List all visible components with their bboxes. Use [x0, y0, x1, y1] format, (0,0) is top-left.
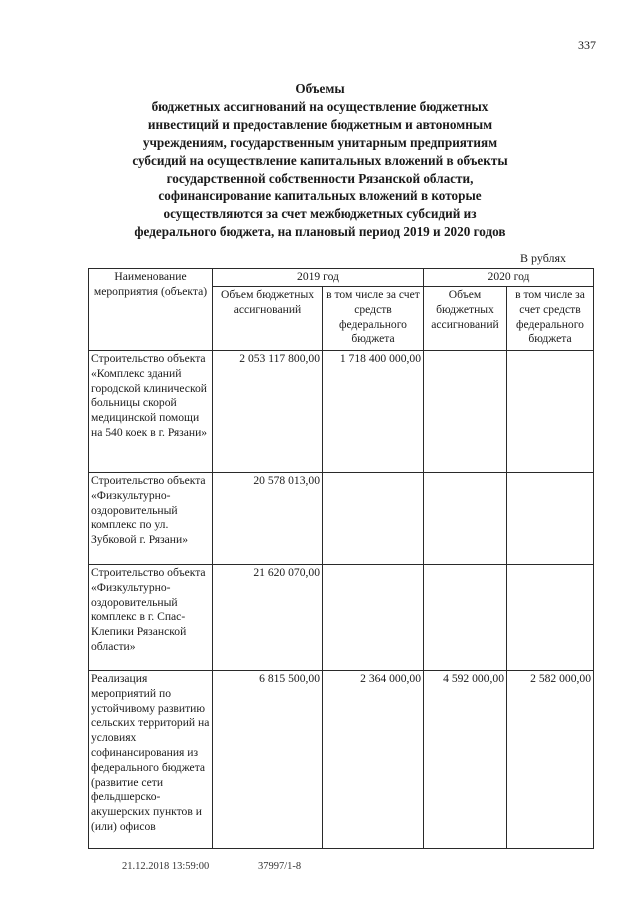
title-line: Объемы [295, 81, 345, 96]
row-2019-federal-cell [323, 473, 424, 565]
row-2019-federal-cell: 1 718 400 000,00 [323, 351, 424, 473]
title-line: инвестиций и предоставление бюджетным и автономным [147, 116, 493, 132]
row-2019-federal-cell: 2 364 000,00 [323, 671, 424, 849]
title-line: государственной собственности Рязанской области, [166, 170, 474, 186]
title-line: федерального бюджета, на плановый период 2019 и 2020 годов [134, 224, 506, 240]
row-name-cell: Реализация мероприятий по устойчивому развитию сельских территорий на условиях софинансирования из федерального бюджета (развитие сети фельдшерско-акушерских пунктов и (или) офисов [89, 671, 213, 849]
row-2020-federal-cell [507, 473, 594, 565]
row-2020-total-cell [424, 351, 507, 473]
document-title [90, 80, 550, 241]
col-2019-total-header: Объем бюджетных ассигнований [213, 287, 323, 351]
col-2020-federal-header: в том числе за счет средств федерального бюджета [507, 287, 594, 351]
row-2020-federal-cell [507, 565, 594, 671]
row-name-cell: Строительство объекта «Физкультурно-оздоровительный комплекс в г. Спас-Клепики Рязанской области» [89, 565, 213, 671]
title-line: учреждениям, государственным унитарным предприятиям [142, 134, 498, 150]
col-2020-total-header: Объем бюджетных ассигнований [424, 287, 507, 351]
row-2020-total-cell: 4 592 000,00 [424, 671, 507, 849]
row-2020-total-cell [424, 473, 507, 565]
row-2019-total-cell: 20 578 013,00 [213, 473, 323, 565]
row-2020-federal-cell [507, 351, 594, 473]
row-2020-federal-cell: 2 582 000,00 [507, 671, 594, 849]
title-line: софинансирование капитальных вложений в которые [158, 188, 482, 204]
table-row [89, 671, 594, 849]
row-2019-total-cell: 21 620 070,00 [213, 565, 323, 671]
row-name-cell: Строительство объекта «Комплекс зданий городской клинической больницы скорой медицинской помощи на 540 коек в г. Рязани» [89, 351, 213, 473]
row-2019-total-cell: 2 053 117 800,00 [213, 351, 323, 473]
unit-label: В рублях [520, 251, 567, 265]
row-2019-federal-cell [323, 565, 424, 671]
page-number: 337 [578, 38, 596, 52]
title-line: бюджетных ассигнований на осуществление бюджетных [151, 98, 489, 114]
footer-code: 37997/1-8 [258, 861, 302, 872]
name-column-header: Наименование мероприятия (объекта) [89, 269, 213, 351]
col-2019-federal-header: в том числе за счет средств федерального бюджета [323, 287, 424, 351]
year-2020-header: 2020 год [424, 269, 594, 287]
title-line: осуществляются за счет межбюджетных субсидий из [163, 206, 477, 222]
year-2019-header: 2019 год [213, 269, 424, 287]
table-row [89, 473, 594, 565]
table-header-row [89, 269, 594, 287]
footer-date: 21.12.2018 13:59:00 [122, 861, 210, 872]
title-line: субсидий на осуществление капитальных вложений в объекты [132, 152, 508, 168]
budget-table [88, 268, 594, 849]
row-2020-total-cell [424, 565, 507, 671]
row-2019-total-cell: 6 815 500,00 [213, 671, 323, 849]
table-row [89, 351, 594, 473]
table-row [89, 565, 594, 671]
row-name-cell: Строительство объекта «Физкультурно-оздоровительный комплекс по ул. Зубковой г. Рязани» [89, 473, 213, 565]
